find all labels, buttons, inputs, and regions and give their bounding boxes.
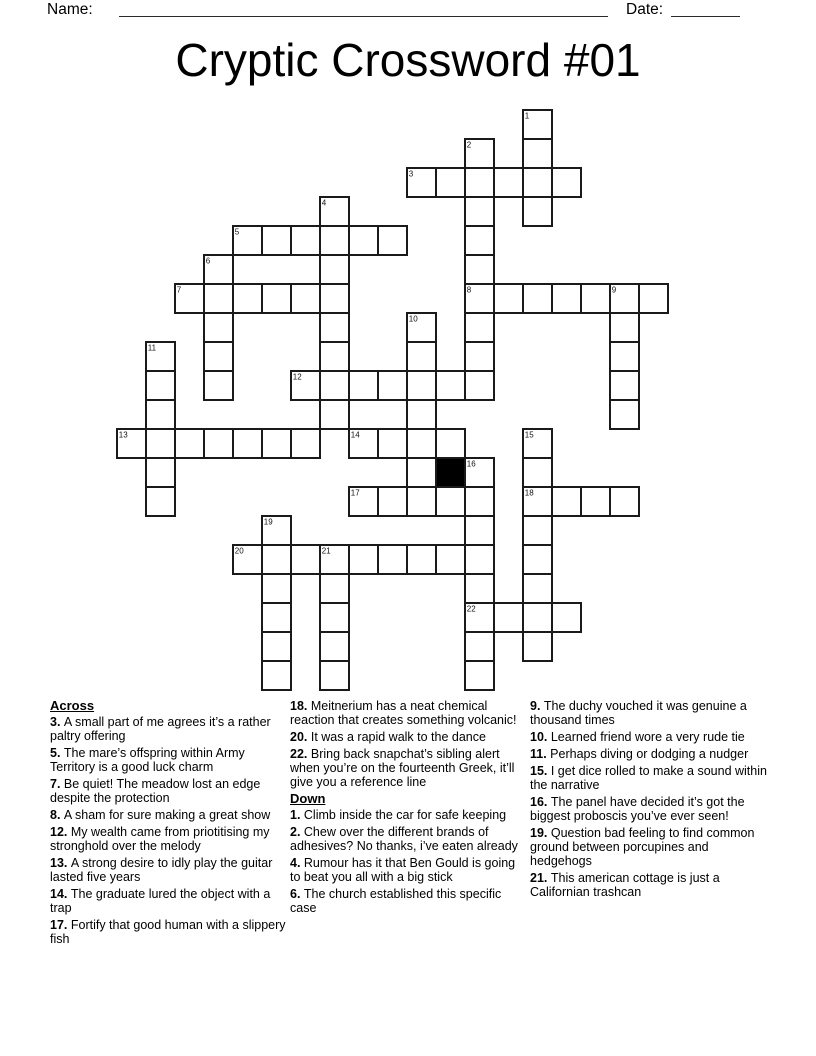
grid-cell[interactable] bbox=[581, 284, 610, 313]
clue-number: 4. bbox=[290, 856, 304, 870]
cell-number-15: 15 bbox=[524, 430, 534, 440]
grid-cell[interactable] bbox=[436, 371, 465, 400]
grid-cell[interactable] bbox=[378, 487, 407, 516]
clue-number: 16. bbox=[530, 795, 551, 809]
cell-number-10: 10 bbox=[408, 314, 418, 324]
grid-cell[interactable] bbox=[262, 574, 291, 603]
grid-cell[interactable] bbox=[552, 487, 581, 516]
grid-cell[interactable] bbox=[349, 371, 378, 400]
clues-column-1 bbox=[50, 699, 288, 949]
grid-cell[interactable] bbox=[233, 284, 262, 313]
clue-10: 10. Learned friend wore a very rude tie bbox=[530, 730, 745, 744]
cell-number-6: 6 bbox=[205, 256, 211, 266]
grid-cell[interactable] bbox=[320, 313, 349, 342]
grid-cell[interactable] bbox=[610, 313, 639, 342]
grid-cell[interactable] bbox=[262, 545, 291, 574]
date-label: Date: bbox=[626, 1, 664, 18]
clue-number: 6. bbox=[290, 887, 304, 901]
clue-22: 22. Bring back snapchat’s sibling alert when you’re on the fourteenth Greek, it’ll give you a reference line bbox=[290, 747, 515, 789]
grid-cell[interactable] bbox=[262, 429, 291, 458]
cell-number-17: 17 bbox=[350, 488, 360, 498]
date-input-line[interactable] bbox=[671, 0, 740, 17]
clues-column-3 bbox=[530, 699, 768, 902]
cell-number-19: 19 bbox=[263, 517, 273, 527]
clue-number: 1. bbox=[290, 808, 304, 822]
clue-18: 18. Meitnerium has a neat chemical reaction that creates something volcanic! bbox=[290, 699, 517, 727]
clue-6: 6. The church established this specific case bbox=[290, 887, 502, 915]
grid-cell[interactable] bbox=[465, 226, 494, 255]
grid-cell[interactable] bbox=[465, 574, 494, 603]
grid-cell[interactable] bbox=[262, 284, 291, 313]
grid-cell[interactable] bbox=[349, 226, 378, 255]
grid-cell[interactable] bbox=[552, 603, 581, 632]
grid-cell[interactable] bbox=[552, 168, 581, 197]
grid-cell[interactable] bbox=[146, 458, 175, 487]
grid-cell[interactable] bbox=[407, 545, 436, 574]
clue-15: 15. I get dice rolled to make a sound within the narrative bbox=[530, 764, 767, 792]
grid-cell[interactable] bbox=[610, 371, 639, 400]
clue-number: 12. bbox=[50, 825, 71, 839]
clue-20: 20. It was a rapid walk to the dance bbox=[290, 730, 486, 744]
grid-cell[interactable] bbox=[523, 139, 552, 168]
grid-cell[interactable] bbox=[494, 284, 523, 313]
grid-cell[interactable] bbox=[233, 429, 262, 458]
name-input-line[interactable] bbox=[119, 0, 608, 17]
grid-cell[interactable] bbox=[523, 284, 552, 313]
grid-cell[interactable] bbox=[349, 545, 378, 574]
grid-cell[interactable] bbox=[320, 284, 349, 313]
cell-number-16: 16 bbox=[466, 459, 476, 469]
grid-cell[interactable] bbox=[407, 342, 436, 371]
clue-number: 9. bbox=[530, 699, 544, 713]
grid-cell[interactable] bbox=[204, 313, 233, 342]
grid-cell[interactable] bbox=[465, 661, 494, 690]
grid-cell[interactable] bbox=[291, 226, 320, 255]
grid-cell[interactable] bbox=[407, 487, 436, 516]
grid-cell[interactable] bbox=[320, 226, 349, 255]
grid-cell[interactable] bbox=[465, 255, 494, 284]
grid-cell[interactable] bbox=[320, 371, 349, 400]
grid-cell[interactable] bbox=[378, 429, 407, 458]
grid-cell[interactable] bbox=[465, 545, 494, 574]
grid-cell[interactable] bbox=[378, 545, 407, 574]
grid-cell[interactable] bbox=[465, 487, 494, 516]
grid-cell[interactable] bbox=[291, 429, 320, 458]
cell-number-8: 8 bbox=[466, 285, 472, 295]
grid-cell[interactable] bbox=[291, 284, 320, 313]
grid-cell[interactable] bbox=[436, 487, 465, 516]
grid-cell[interactable] bbox=[465, 168, 494, 197]
clue-number: 20. bbox=[290, 730, 311, 744]
grid-cell[interactable] bbox=[523, 197, 552, 226]
clue-number: 5. bbox=[50, 746, 64, 760]
clue-7: 7. Be quiet! The meadow lost an edge despite the protection bbox=[50, 777, 261, 805]
cell-number-2: 2 bbox=[466, 140, 472, 150]
grid-cell[interactable] bbox=[204, 371, 233, 400]
clue-number: 18. bbox=[290, 699, 311, 713]
clue-3: 3. A small part of me agrees it’s a rather paltry offering bbox=[50, 715, 271, 743]
clue-number: 13. bbox=[50, 856, 71, 870]
cell-number-1: 1 bbox=[524, 111, 530, 121]
grid-cell[interactable] bbox=[465, 516, 494, 545]
grid-cell[interactable] bbox=[320, 661, 349, 690]
page-title: Cryptic Crossword #01 bbox=[175, 34, 641, 86]
grid-cell[interactable] bbox=[204, 342, 233, 371]
grid-cell[interactable] bbox=[610, 487, 639, 516]
clue-5: 5. The mare’s offspring within Army Territory is a good luck charm bbox=[50, 746, 245, 774]
grid-cell[interactable] bbox=[523, 574, 552, 603]
grid-cell[interactable] bbox=[436, 168, 465, 197]
clue-number: 21. bbox=[530, 871, 551, 885]
cell-number-21: 21 bbox=[321, 546, 331, 556]
clue-number: 15. bbox=[530, 764, 551, 778]
clue-8: 8. A sham for sure making a great show bbox=[50, 808, 271, 822]
grid-cell[interactable] bbox=[610, 400, 639, 429]
grid-cell[interactable] bbox=[262, 632, 291, 661]
clue-number: 10. bbox=[530, 730, 551, 744]
grid-cell[interactable] bbox=[262, 603, 291, 632]
grid-cell[interactable] bbox=[320, 574, 349, 603]
cell-number-7: 7 bbox=[176, 285, 182, 295]
cell-number-14: 14 bbox=[350, 430, 360, 440]
grid-cell[interactable] bbox=[378, 371, 407, 400]
clue-number: 17. bbox=[50, 918, 71, 932]
clues-column-2 bbox=[290, 699, 528, 918]
clue-2: 2. Chew over the different brands of adhesives? No thanks, i’ve eaten already bbox=[290, 825, 518, 853]
grid-cell[interactable] bbox=[320, 342, 349, 371]
clue-14: 14. The graduate lured the object with a trap bbox=[50, 887, 271, 915]
grid-cell[interactable] bbox=[465, 371, 494, 400]
grid-cell[interactable] bbox=[407, 371, 436, 400]
grid-cell[interactable] bbox=[262, 226, 291, 255]
cell-number-11: 11 bbox=[147, 343, 157, 353]
grid-cell[interactable] bbox=[552, 284, 581, 313]
clue-9: 9. The duchy vouched it was genuine a thousand times bbox=[530, 699, 747, 727]
grid-cell[interactable] bbox=[320, 255, 349, 284]
grid-cell[interactable] bbox=[523, 603, 552, 632]
grid-cell[interactable] bbox=[204, 429, 233, 458]
grid-cell[interactable] bbox=[581, 487, 610, 516]
grid-cell[interactable] bbox=[523, 516, 552, 545]
grid-cell[interactable] bbox=[320, 400, 349, 429]
cell-number-5: 5 bbox=[234, 227, 240, 237]
clue-11: 11. Perhaps diving or dodging a nudger bbox=[530, 747, 749, 761]
cell-number-13: 13 bbox=[118, 430, 128, 440]
clue-number: 22. bbox=[290, 747, 311, 761]
grid-cell[interactable] bbox=[523, 168, 552, 197]
clue-number: 8. bbox=[50, 808, 64, 822]
clue-4: 4. Rumour has it that Ben Gould is going to beat you all with a big stick bbox=[290, 856, 516, 884]
cell-number-3: 3 bbox=[408, 169, 414, 179]
clue-13: 13. A strong desire to idly play the guitar lasted five years bbox=[50, 856, 273, 884]
cell-number-9: 9 bbox=[611, 285, 617, 295]
grid-cell[interactable] bbox=[523, 458, 552, 487]
name-label: Name: bbox=[47, 1, 93, 18]
clue-19: 19. Question bad feeling to find common ground between porcupines and hedgehogs bbox=[530, 826, 755, 868]
grid-cell[interactable] bbox=[407, 429, 436, 458]
clue-number: 2. bbox=[290, 825, 304, 839]
grid-cell[interactable] bbox=[523, 545, 552, 574]
clue-number: 3. bbox=[50, 715, 64, 729]
clue-1: 1. Climb inside the car for safe keeping bbox=[290, 808, 507, 822]
cell-number-22: 22 bbox=[466, 604, 476, 614]
clue-number: 14. bbox=[50, 887, 71, 901]
cell-number-4: 4 bbox=[321, 198, 327, 208]
grid-cell[interactable] bbox=[407, 458, 436, 487]
down-header: Down bbox=[290, 791, 326, 806]
grid-cell[interactable] bbox=[610, 342, 639, 371]
grid-cell[interactable] bbox=[465, 632, 494, 661]
cell-number-18: 18 bbox=[524, 488, 534, 498]
grid-cell[interactable] bbox=[146, 400, 175, 429]
grid-cell[interactable] bbox=[262, 661, 291, 690]
grid-cell[interactable] bbox=[175, 429, 204, 458]
across-header: Across bbox=[50, 698, 95, 713]
cell-number-12: 12 bbox=[292, 372, 302, 382]
grid-cell[interactable] bbox=[146, 487, 175, 516]
clue-21: 21. This american cottage is just a Californian trashcan bbox=[530, 871, 720, 899]
clue-16: 16. The panel have decided it’s got the biggest proboscis you’ve ever seen! bbox=[530, 795, 745, 823]
clue-17: 17. Fortify that good human with a slippery fish bbox=[50, 918, 286, 946]
cell-number-20: 20 bbox=[234, 546, 244, 556]
grid-cell[interactable] bbox=[494, 603, 523, 632]
grid-cell[interactable] bbox=[465, 197, 494, 226]
grid-cell[interactable] bbox=[204, 284, 233, 313]
grid-cell[interactable] bbox=[146, 429, 175, 458]
grid-cell[interactable] bbox=[465, 342, 494, 371]
grid-cell[interactable] bbox=[378, 226, 407, 255]
clue-number: 19. bbox=[530, 826, 551, 840]
crossword-grid-container bbox=[114, 107, 671, 698]
grid-cell[interactable] bbox=[407, 400, 436, 429]
black-cell bbox=[436, 458, 465, 487]
crossword-grid[interactable] bbox=[114, 107, 671, 693]
grid-cell[interactable] bbox=[465, 313, 494, 342]
clue-12: 12. My wealth came from priotitising my stronghold over the melody bbox=[50, 825, 270, 853]
grid-cell[interactable] bbox=[146, 371, 175, 400]
grid-cell[interactable] bbox=[494, 168, 523, 197]
grid-cell[interactable] bbox=[291, 545, 320, 574]
clue-number: 7. bbox=[50, 777, 64, 791]
grid-cell[interactable] bbox=[320, 603, 349, 632]
clue-number: 11. bbox=[530, 747, 551, 761]
grid-cell[interactable] bbox=[436, 429, 465, 458]
grid-cell[interactable] bbox=[523, 632, 552, 661]
grid-cell[interactable] bbox=[436, 545, 465, 574]
grid-cell[interactable] bbox=[320, 632, 349, 661]
grid-cell[interactable] bbox=[639, 284, 668, 313]
